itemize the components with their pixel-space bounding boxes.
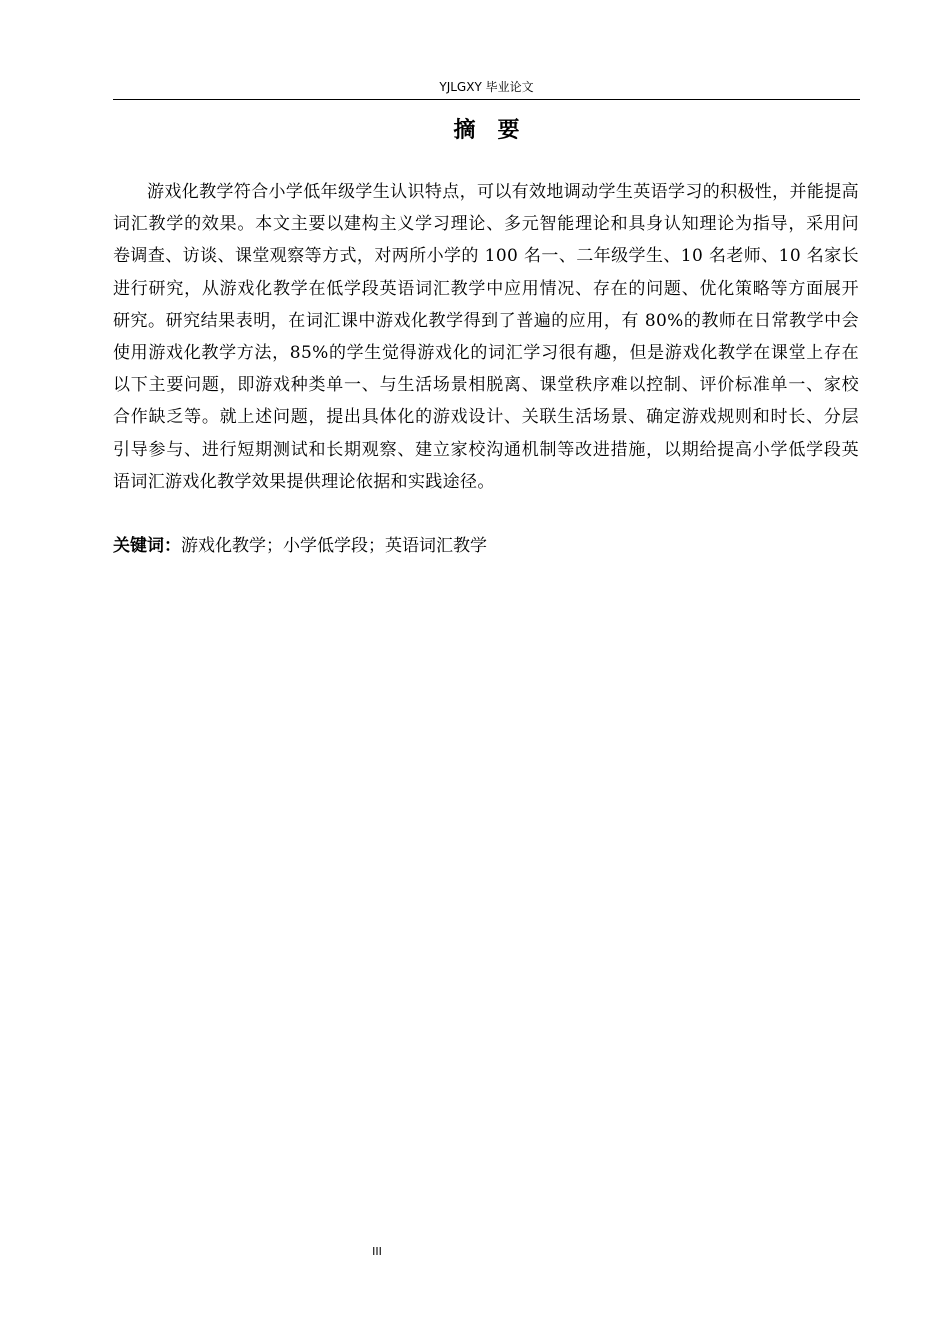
- abstract-body: 游戏化教学符合小学低年级学生认识特点，可以有效地调动学生英语学习的积极性，并能提高词汇教学的效果。本文主要以建构主义学习理论、多元智能理论和具身认知理论为指导，采用问卷调查、访谈、课堂观察等方式，对两所小学的 100 名一、二年级学生、10 名老师、10 名家长进行研究，从游戏化教学在低学段英语词汇教学中应用情况、存在的问题、优化策略等方面展开研究。研究结果表明，在词汇课中游戏化教学得到了普遍的应用，有 80%的教师在日常教学中会使用游戏化教学方法，85%的学生觉得游戏化的词汇学习很有趣，但是游戏化教学在课堂上存在以下主要问题，即游戏种类单一、与生活场景相脱离、课堂秩序难以控制、评价标准单一、家校合作缺乏等。就上述问题，提出具体化的游戏设计、关联生活场景、确定游戏规则和时长、分层引导参与、进行短期测试和长期观察、建立家校沟通机制等改进措施，以期给提高小学低学段英语词汇游戏化教学效果提供理论依据和实践途径。: [113, 182, 859, 492]
- page-number: III: [372, 1245, 382, 1258]
- keywords-label: 关键词：: [113, 536, 181, 556]
- header-rule: [113, 99, 860, 100]
- abstract-title: 摘要: [453, 118, 542, 143]
- keywords-line: [113, 530, 859, 562]
- keywords-value: 游戏化教学；小学低学段；英语词汇教学: [181, 536, 487, 556]
- running-header: YJLGXY 毕业论文: [439, 80, 534, 94]
